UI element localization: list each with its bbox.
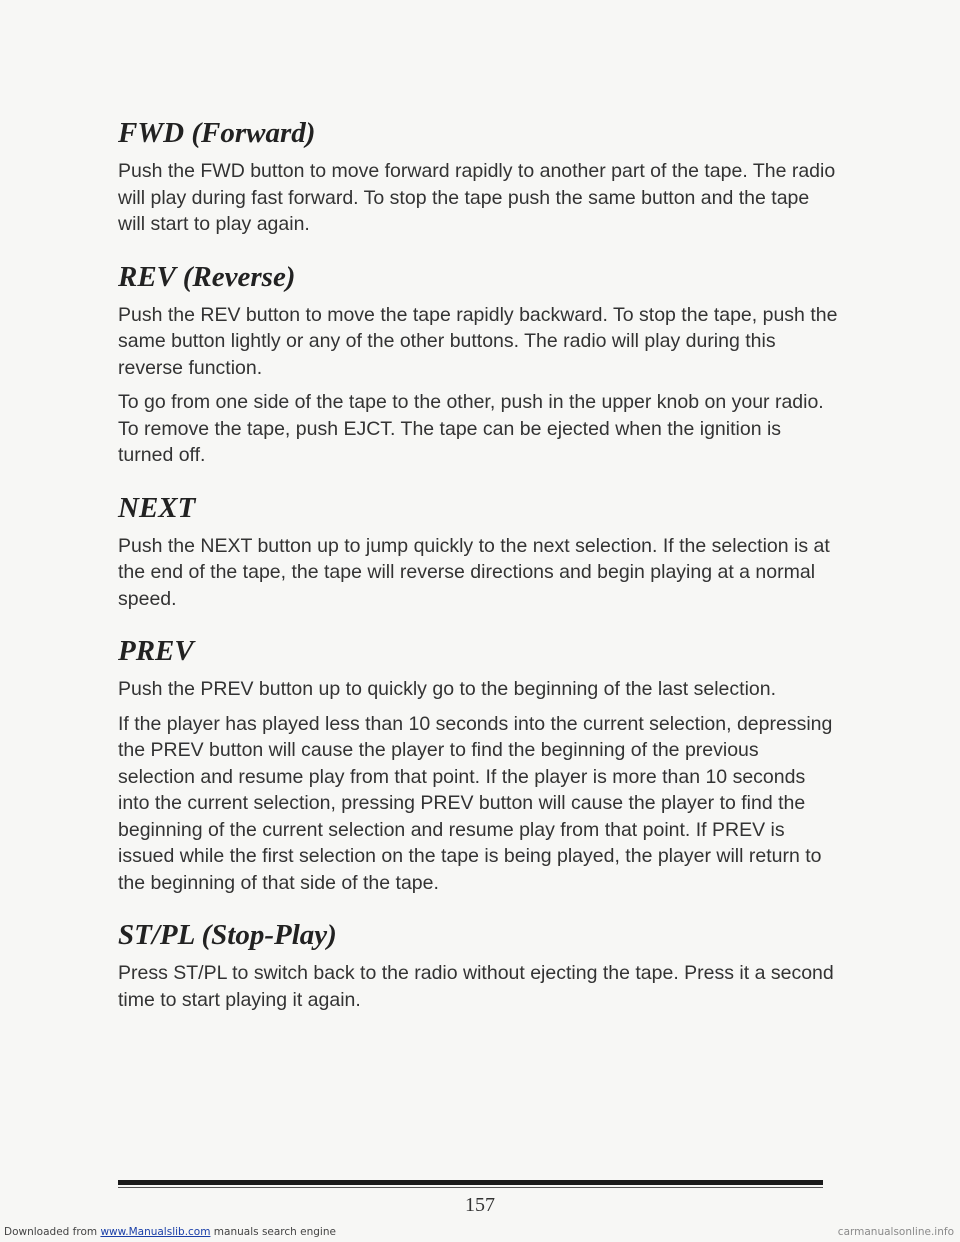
section-paragraph: To go from one side of the tape to the other, push in the upper knob on your radio. To remove the tape, push EJCT. The tape can be ejected when the ignition is turned off. xyxy=(118,391,824,466)
footer-rule xyxy=(118,1180,823,1185)
footer-rule-thin xyxy=(118,1187,823,1188)
section-paragraph: Push the REV button to move the tape rapidly backward. To stop the tape, push the same button lightly or any of the other buttons. The radio will play during this reverse function. xyxy=(118,303,838,379)
section-paragraph: Push the NEXT button up to jump quickly to the next selection. If the selection is at the end of the tape, the tape will reverse directions and begin playing at a normal speed. xyxy=(118,534,830,610)
section-heading: PREV xyxy=(118,635,194,667)
page-content xyxy=(118,116,838,1021)
watermark-prefix: Downloaded from xyxy=(4,1226,101,1238)
site-watermark: carmanualsonline.info xyxy=(837,1226,954,1238)
section-stpl xyxy=(118,918,838,1013)
download-watermark xyxy=(4,1226,336,1238)
section-paragraph: Press ST/PL to switch back to the radio without ejecting the tape. Press it a second time to start playing it again. xyxy=(118,962,834,1011)
page-number: 157 xyxy=(465,1194,495,1216)
manualslib-link[interactable]: www.Manualslib.com xyxy=(100,1226,211,1238)
section-rev xyxy=(118,260,838,469)
section-heading: ST/PL (Stop-Play) xyxy=(118,919,337,951)
section-paragraph: Push the PREV button up to quickly go to the beginning of the last selection. xyxy=(118,678,777,700)
section-paragraph: If the player has played less than 10 seconds into the current selection, depressing the PREV button will cause the player to find the beginning of the previous selection and resume play from that point. If the player is more than 10 seconds into the current selection, pressing PREV button will cause the player to find the beginning of the current selection and resume play from that point. If PREV is issued while the first selection on the tape is being played, the player will return to the beginning of that side of the tape. xyxy=(118,712,833,894)
section-paragraph: Push the FWD button to move forward rapidly to another part of the tape. The radio will play during fast forward. To stop the tape push the same button and the tape will start to play again. xyxy=(118,160,836,235)
section-prev xyxy=(118,634,838,896)
section-next xyxy=(118,491,838,613)
section-fwd xyxy=(118,116,838,238)
watermark-suffix: manuals search engine xyxy=(210,1226,336,1238)
section-heading: NEXT xyxy=(118,491,196,524)
section-heading: FWD (Forward) xyxy=(118,117,316,149)
section-heading: REV (Reverse) xyxy=(118,260,296,293)
